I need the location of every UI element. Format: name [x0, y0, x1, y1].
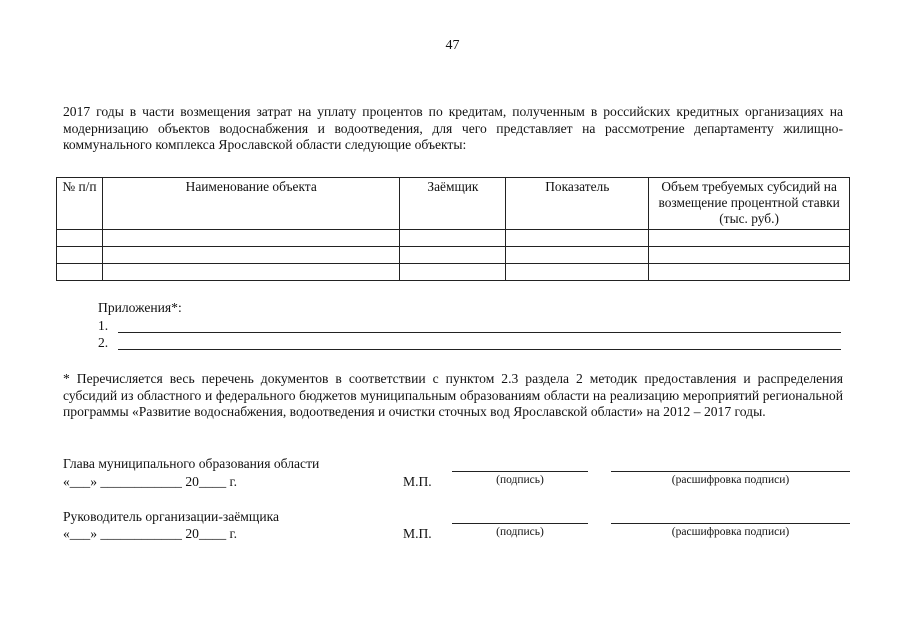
decode-caption-head: (расшифровка подписи) [671, 474, 790, 486]
table-row [57, 264, 850, 281]
table-cell [649, 230, 850, 247]
signature-title-head: Глава муниципального образования области [63, 456, 320, 471]
attachment-line-1[interactable] [118, 332, 841, 333]
page-number: 47 [445, 38, 460, 53]
table-header-row [57, 178, 850, 230]
column-header-object-name: Наименование объекта [102, 178, 400, 230]
signature-date-head: «___» ____________ 20____ г. [63, 474, 237, 489]
table-row [57, 247, 850, 264]
table-cell [506, 230, 649, 247]
table-row [57, 230, 850, 247]
table-cell [102, 230, 400, 247]
attachment-number-1: 1. [98, 318, 109, 333]
signature-line-head[interactable] [452, 471, 588, 472]
table-cell [649, 264, 850, 281]
attachments-title: Приложения*: [98, 300, 182, 315]
intro-paragraph: 2017 годы в части возмещения затрат на уплату процентов по кредитам, полученным в российских кредитных организациях на модернизацию объектов водоснабжения и водоотведения, для чего представляет на рассмотрение департаменту жилищно-коммунального комплекса Ярославской области следующие объекты: [63, 104, 843, 152]
objects-table [56, 177, 850, 281]
signature-caption-borrower: (подпись) [496, 526, 544, 538]
column-header-borrower: Заёмщик [400, 178, 506, 230]
column-header-indicator: Показатель [506, 178, 649, 230]
decode-caption-borrower: (расшифровка подписи) [671, 526, 790, 538]
table-cell [400, 264, 506, 281]
signature-title-borrower: Руководитель организации-заёмщика [63, 509, 280, 524]
column-header-number: № п/п [57, 178, 103, 230]
table-cell [57, 247, 103, 264]
table-cell [102, 264, 400, 281]
signature-caption-head: (подпись) [496, 474, 544, 486]
footnote-paragraph: * Перечисляется весь перечень документов в соответствии с пунктом 2.3 раздела 2 методик предоставления и распределения субсидий из областного и федерального бюджетов муниципальным образованиям области на реализацию мероприятий региональной программы «Развитие водоснабжения, водоотведения и очистки сточных вод Ярославской области» на 2012 – 2017 годы. [63, 371, 843, 419]
column-header-subsidy-amount: Объем требуемых субсидий на возмещение процентной ставки (тыс. руб.) [649, 178, 850, 230]
decode-line-head[interactable] [611, 471, 850, 472]
table-cell [400, 247, 506, 264]
table-cell [649, 247, 850, 264]
signature-date-borrower: «___» ____________ 20____ г. [63, 526, 237, 541]
table-cell [400, 230, 506, 247]
stamp-label-head: М.П. [403, 474, 432, 489]
signature-line-borrower[interactable] [452, 523, 588, 524]
attachment-number-2: 2. [98, 335, 109, 350]
table-cell [506, 264, 649, 281]
table-cell [506, 247, 649, 264]
attachment-line-2[interactable] [118, 349, 841, 350]
table-cell [57, 230, 103, 247]
stamp-label-borrower: М.П. [403, 526, 432, 541]
decode-line-borrower[interactable] [611, 523, 850, 524]
table-cell [57, 264, 103, 281]
table-cell [102, 247, 400, 264]
